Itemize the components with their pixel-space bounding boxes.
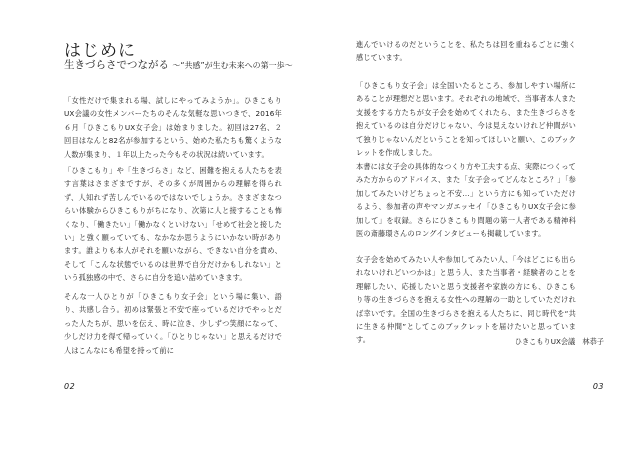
right-page: [320, 0, 640, 452]
body-paragraph: 「ひきこもり」や「生きづらさ」など、困難を抱える人たちを表す言葉はさまざまですが、その多くが周囲からの理解を得られず、人知れず苦しんでいるのではないでしょうか。さまざまなつらい体験からひきこもりがちになり、次第に人と接することも怖くなり、「働きたい」「働かなくといけない」「せめて社会と接したい」と強く願っていても、なかなか思うようにいかない時があります。誰よりも本人がそれを願いながら、できない自分を責め、そして「こんな状態でいるのは世界で自分だけかもしれない」という孤独感の中で、さらに自分を追い詰めていきます。: [64, 166, 282, 283]
body-paragraph: 女子会を始めてみたい人や参加してみたい人、「今はどこにも出られないけれどいつかは」と思う人、また当事者・経験者のことを理解したい、応援したいと思う支援者や家族の方にも、ひきこもり等の生きづらさを抱える女性への理解の一助としていただければ幸いです。全国の生きづらさを抱える人たちに、同じ時代を“共に生きる仲間”としてこのブックレットを届けたいと思っています。: [356, 255, 576, 345]
body-paragraph: 「女性だけで集まれる場、試しにやってみようか」。ひきこもりUX会議の女性メンバーたちのそんな気軽な思いつきで、2016年６月「ひきこもりUX女子会」は始まりました。初回は27名、２回目はなんと82名が参加するという、始めた私たちも驚くような人数が集まり、１年以上たった今もその状況は続いています。: [64, 96, 282, 159]
page-number: 03: [592, 382, 604, 391]
page-title: はじめに: [64, 41, 136, 61]
page-number: 02: [64, 382, 76, 391]
body-paragraph: そんな一人ひとりが「ひきこもり女子会」という場に集い、語り、共感し合う。初めは緊張と不安で座っているだけでやっとだった人たちが、思いを伝え、時に泣き、少しずつ笑顔になって、少しだけ力を得て帰っていく。「ひとりじゃない」と思えるだけで人はこんなにも希望を持って前に: [64, 292, 282, 355]
page-subtitle: [64, 57, 293, 72]
body-paragraph: 本書には女子会の具体的なつくり方や工夫する点、実際につくってみた方からのアドバイス、また「女子会ってどんなところ？」「参加してみたいけどちょっと不安…」という方にも知っていただけるよう、参加者の声やマンガエッセイ「ひきこもりUX女子会に参加して」を収録。さらにひきこもり問題の第一人者である精神科医の斎藤環さんのロングインタビューも掲載しています。: [356, 162, 576, 239]
subtitle-sub: 〜“共感”が生む未来への第一歩〜: [172, 61, 293, 70]
author-signature: ひきこもりUX会議 林恭子: [514, 337, 604, 346]
body-paragraph: 進んでいけるのだということを、私たちは回を重ねるごとに強く感じています。: [356, 40, 576, 63]
body-paragraph: 「ひきこもり女子会」は全国いたるところ、参加しやすい場所にあることが理想だと思います。それぞれの地域で、当事者本人また支援をする方たちが女子会を始めてくれたら、また生きづらさを抱えているのは自分だけじゃない、今は見えないけれど仲間がいて独りじゃないんだということを知ってほしいと願い、このブックレットを作成しました。: [356, 81, 576, 158]
subtitle-main: 生きづらさでつながる: [64, 59, 169, 71]
